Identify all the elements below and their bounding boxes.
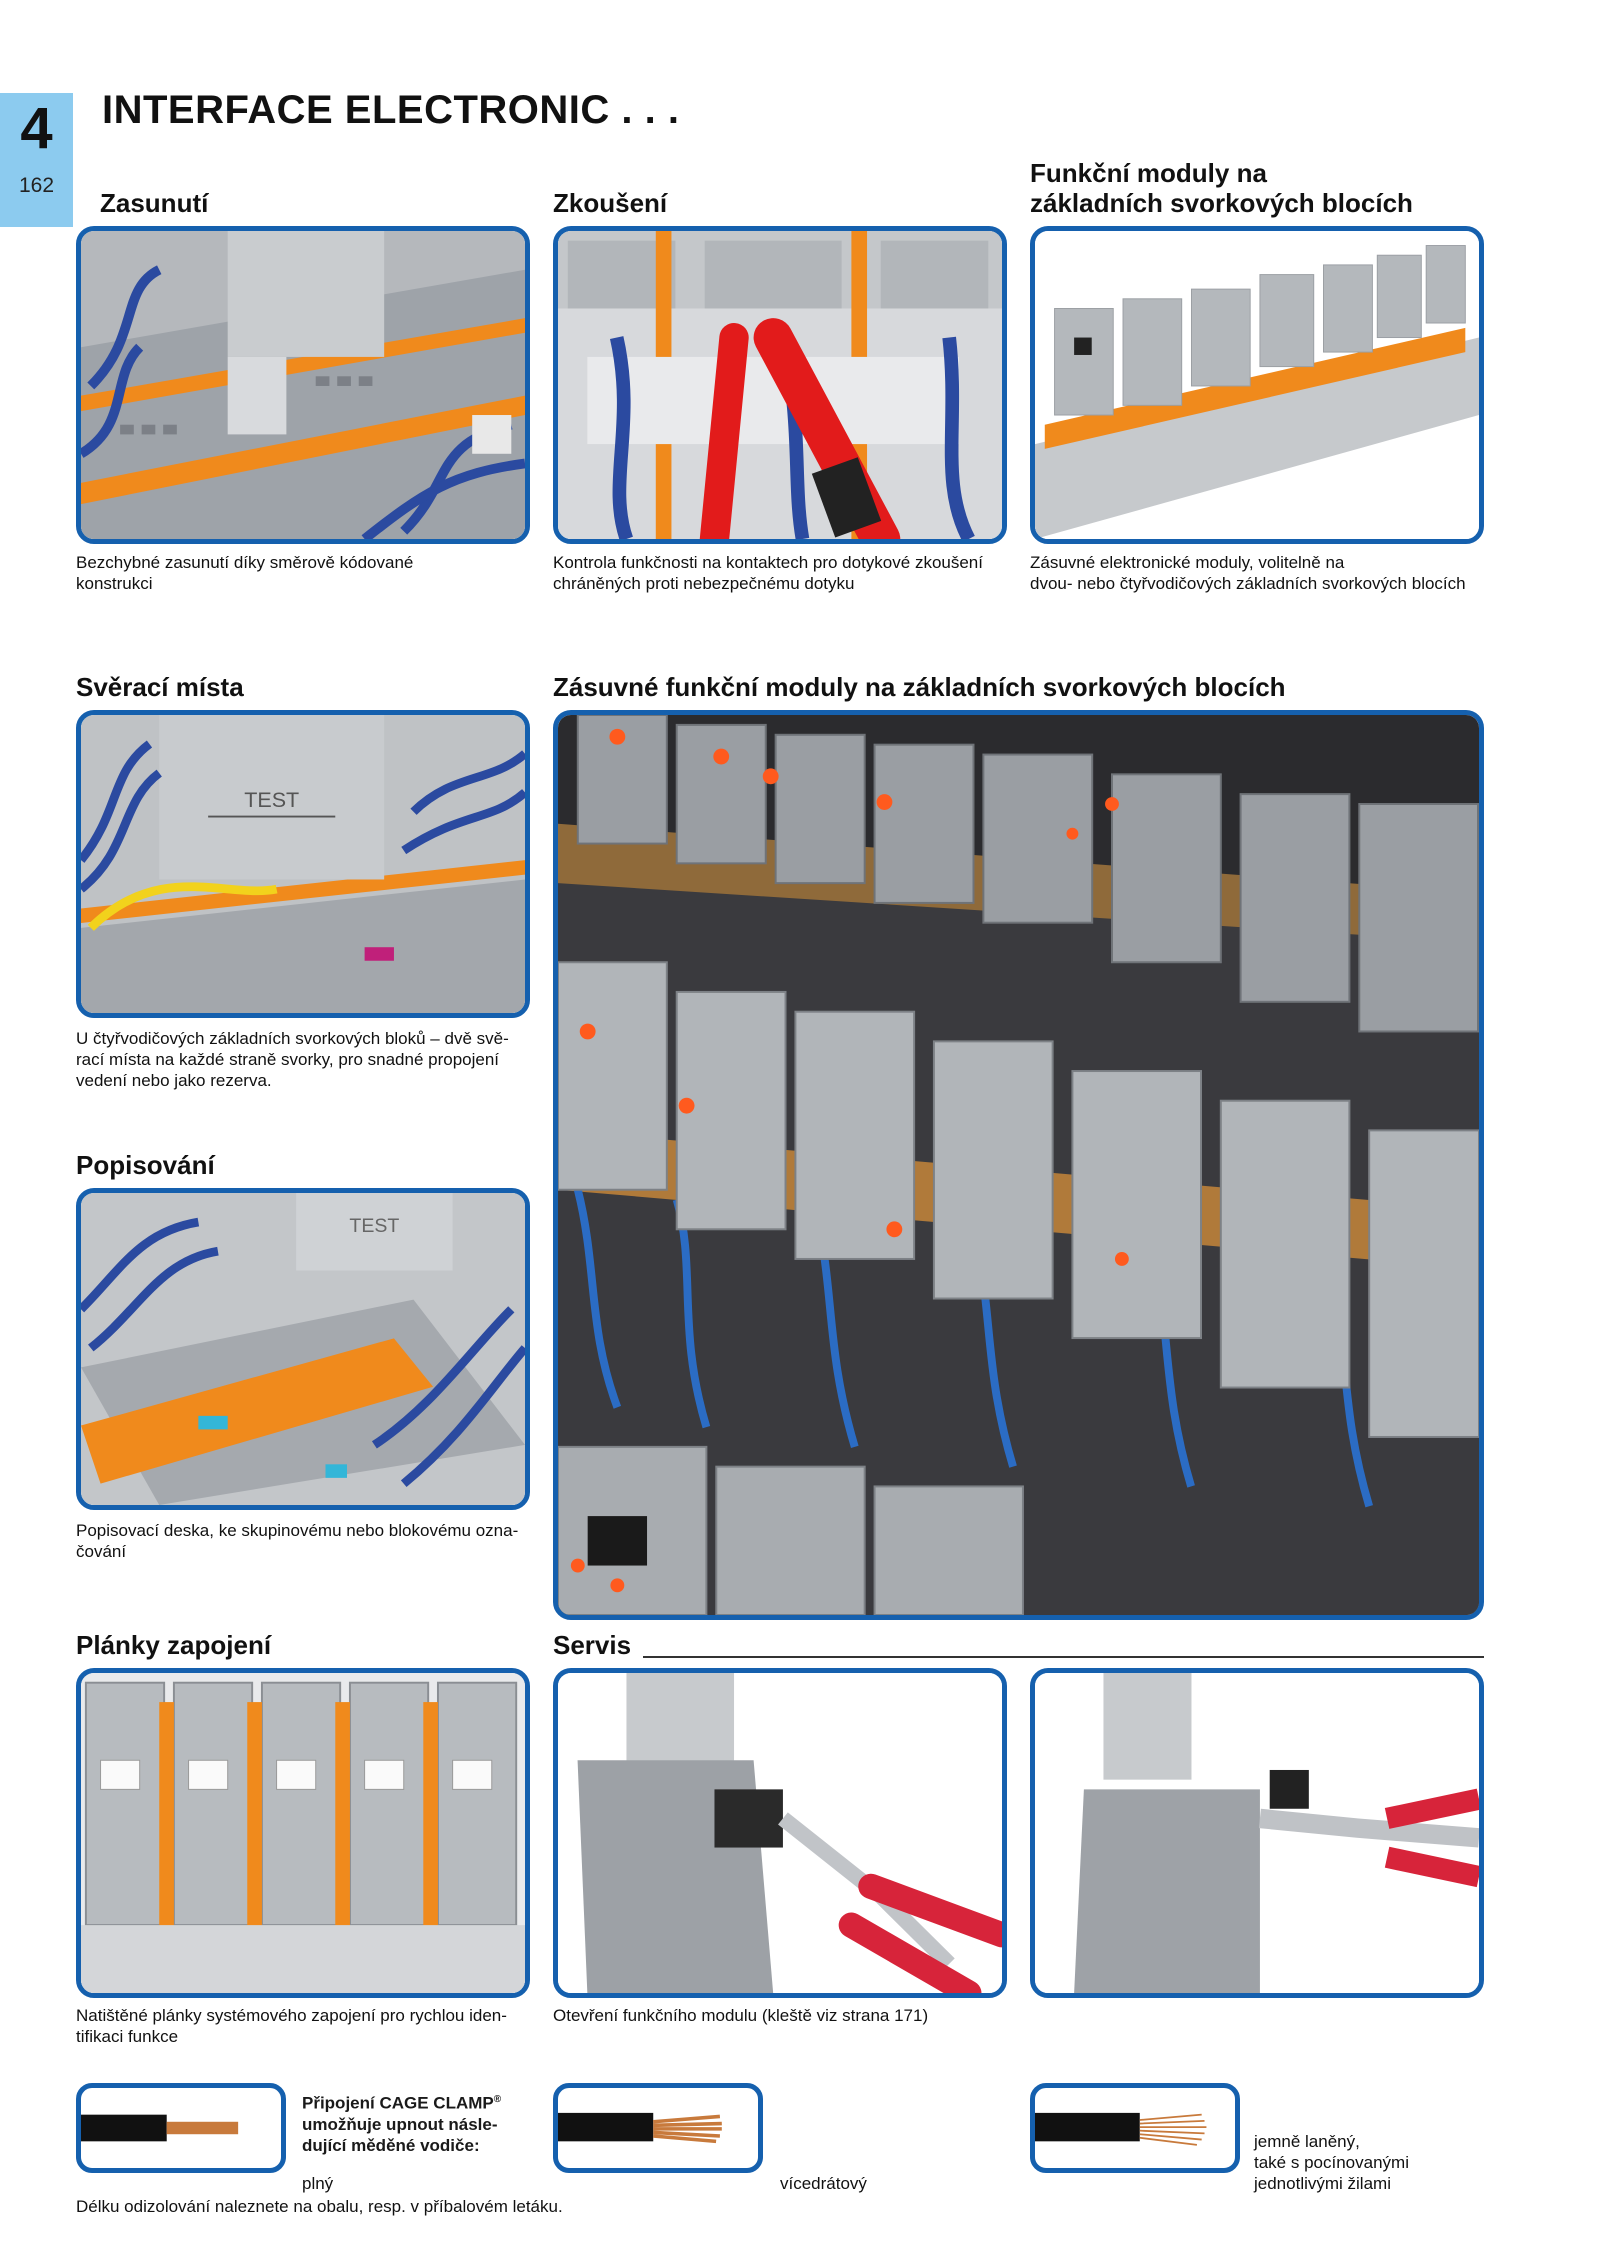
photo-service-left: [553, 1668, 1007, 1998]
photo-plugin-modules: [553, 710, 1484, 1620]
heading-service: Servis: [553, 1630, 632, 1660]
chapter-number: 4: [20, 96, 53, 161]
wire-solid-label: plný: [302, 2174, 334, 2193]
page-number: 162: [18, 174, 55, 197]
caption-testing: Kontrola funkčnosti na kontaktech pro dotykové zkoušení chráněných proti nebezpečnému dotyku: [553, 553, 983, 593]
wire-solid-image: [76, 2083, 286, 2173]
heading-plugin-modules: Zásuvné funkční moduly na základních svorkových blocích: [553, 672, 1286, 702]
page-title: INTERFACE ELECTRONIC . . .: [102, 88, 680, 132]
marking-test-label: TEST: [349, 1214, 400, 1237]
photo-insertion: [76, 226, 530, 544]
clamping-test-label: TEST: [244, 788, 300, 812]
photo-marking: [76, 1188, 530, 1510]
stripping-length-note: Délku odizolování naleznete na obalu, resp. v příbalovém letáku.: [76, 2197, 563, 2216]
photo-testing: [553, 226, 1007, 544]
wire-stranded-label: vícedrátový: [780, 2174, 867, 2193]
caption-clamping: U čtyřvodičových základních svorkových bloků – dvě svě- rací místa na každé straně svorky, pro snadné propojení vedení nebo jako rezerva.: [76, 1029, 509, 1090]
service-rule: [643, 1656, 1484, 1658]
heading-marking: Popisování: [76, 1150, 215, 1180]
heading-insertion: Zasunutí: [100, 188, 209, 218]
photo-function-modules: [1030, 226, 1484, 544]
cage-clamp-heading: Připojení CAGE CLAMP® umožňuje upnout násle- dující měděné vodiče:: [302, 2093, 502, 2155]
heading-function-modules: Funkční moduly na základních svorkových blocích: [1030, 158, 1413, 218]
caption-insertion: Bezchybné zasunutí díky směrově kódované konstrukci: [76, 553, 414, 593]
caption-marking: Popisovací deska, ke skupinovému nebo blokovému ozna- čování: [76, 1521, 519, 1561]
heading-wiring-plans: Plánky zapojení: [76, 1630, 272, 1660]
caption-function-modules: Zásuvné elektronické moduly, volitelně na dvou- nebo čtyřvodičových základních svorkových blocích: [1030, 553, 1466, 593]
caption-wiring-plans: Natištěné plánky systémového zapojení pro rychlou iden- tifikaci funkce: [76, 2006, 507, 2046]
wire-fine-label: jemně laněný, také s pocínovanými jednotlivými žilami: [1254, 2132, 1409, 2193]
wire-fine-image: [1030, 2083, 1240, 2173]
photo-wiring-plans: [76, 1668, 530, 1998]
wire-stranded-image: [553, 2083, 763, 2173]
photo-service-right: [1030, 1668, 1484, 1998]
heading-testing: Zkoušení: [553, 188, 668, 218]
caption-service: Otevření funkčního modulu (kleště viz strana 171): [553, 2006, 929, 2025]
heading-clamping: Svěrací místa: [76, 672, 244, 702]
photo-clamping: [76, 710, 530, 1018]
